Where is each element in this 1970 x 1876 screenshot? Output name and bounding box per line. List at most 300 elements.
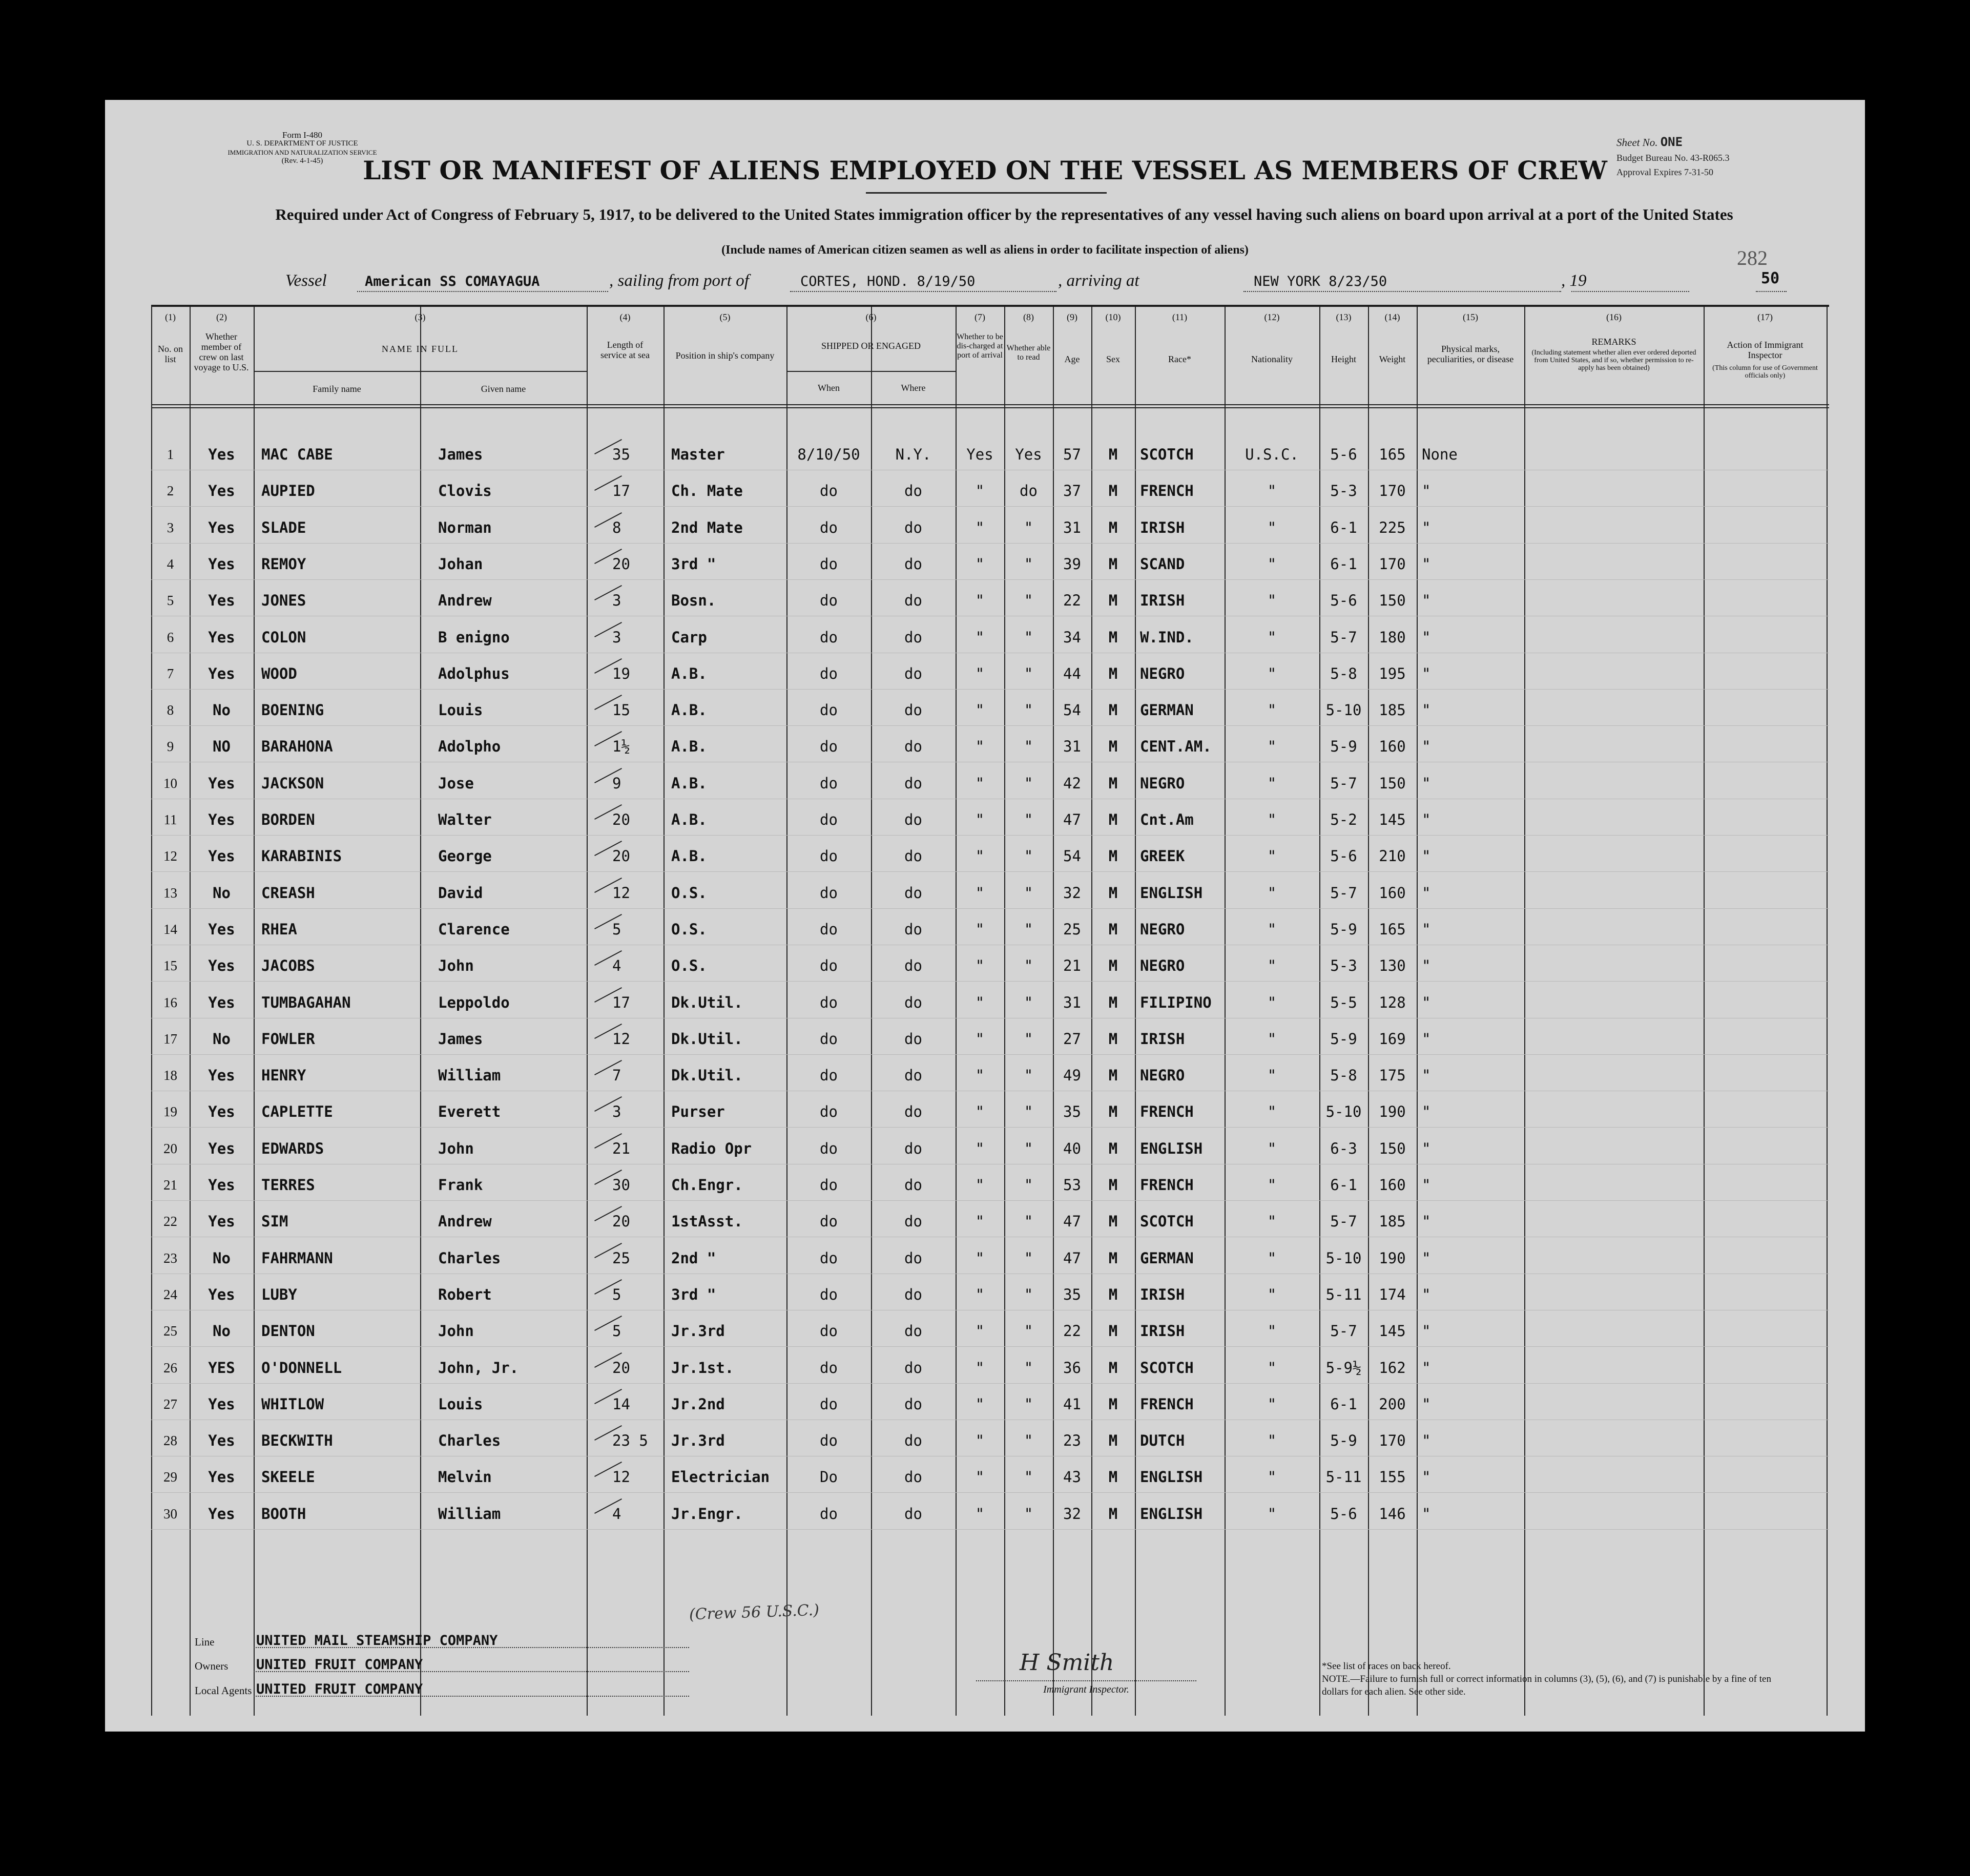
cell-race: IRISH [1140,592,1185,609]
cell-member: No [213,1030,231,1048]
cell-where: N.Y. [895,446,931,463]
cell-race: FRENCH [1140,1395,1194,1413]
cell-where: do [904,884,922,902]
cell-read: " [1024,665,1033,682]
cell-position: Carp [671,629,707,646]
cell-service: 35 [612,446,630,463]
cell-member: Yes [208,1067,235,1084]
cell-discharged: " [975,1505,985,1523]
col-num: (1) [165,312,176,322]
cell-given: Clarence [438,921,510,938]
cell-nationality: " [1267,1103,1277,1120]
cell-position: A.B. [671,665,707,682]
cell-height: 5-6 [1330,847,1357,865]
cell-when: do [820,957,838,974]
cell-service: 7 [612,1067,621,1084]
cell-given: Robert [438,1286,492,1303]
cell-member: Yes [208,957,235,974]
cell-no: 10 [163,776,177,791]
page-number: 282 [1737,246,1768,269]
cell-marks: " [1422,1176,1431,1194]
table-row [151,847,1829,865]
cell-given: Adolpho [438,738,501,755]
cell-nationality: " [1267,1176,1277,1194]
cell-sex: M [1108,1395,1118,1413]
cell-where: do [904,738,922,755]
cell-family: SLADE [261,519,306,536]
cell-member: No [213,884,231,902]
cell-no: 8 [167,702,174,718]
table-row [151,1431,1829,1450]
cell-weight: 155 [1379,1468,1406,1486]
cell-marks: " [1422,1505,1431,1523]
cell-race: CENT.AM. [1140,738,1212,755]
sailing-from: CORTES, HOND. 8/19/50 [800,274,976,289]
cell-given: Charles [438,1432,501,1449]
row-rule [151,1346,1829,1347]
cell-marks: " [1422,629,1431,646]
cell-given: Norman [438,519,492,536]
table-row [151,1066,1829,1085]
cell-member: Yes [208,994,235,1011]
cell-race: FILIPINO [1140,994,1212,1011]
cell-read: " [1024,1176,1033,1194]
cell-no: 12 [163,848,177,864]
cell-read: " [1024,1468,1033,1486]
col-family-name: Family name [313,384,361,394]
cell-discharged: " [975,1432,985,1449]
cell-where: do [904,519,922,536]
col-weight: Weight [1379,354,1406,364]
cell-family: CREASH [261,884,315,902]
cell-race: SCOTCH [1140,1359,1194,1377]
cell-race: IRISH [1140,519,1185,536]
table-row [151,1322,1829,1340]
cell-no: 18 [163,1068,177,1083]
revision: (Rev. 4-1-45) [281,157,323,165]
cell-height: 5-7 [1330,1322,1357,1340]
table-row [151,774,1829,793]
cell-nationality: " [1267,994,1277,1011]
cell-race: IRISH [1140,1030,1185,1048]
cell-service: 4 [612,957,621,974]
cell-no: 7 [167,666,174,681]
cell-nationality: " [1267,921,1277,938]
inspector-label: Immigrant Inspector. [1043,1684,1129,1695]
cell-race: FRENCH [1140,482,1194,499]
cell-no: 24 [163,1287,177,1302]
cell-age: 31 [1063,994,1081,1011]
cell-where: do [904,1468,922,1486]
cell-age: 41 [1063,1395,1081,1413]
col-num: (17) [1757,312,1773,322]
cell-read: " [1024,1505,1033,1523]
cell-weight: 130 [1379,957,1406,974]
cell-sex: M [1108,701,1118,719]
cell-age: 57 [1063,446,1081,463]
cell-no: 2 [167,483,174,498]
cell-member: Yes [208,446,235,463]
cell-race: GERMAN [1140,1249,1194,1267]
cell-member: Yes [208,847,235,865]
cell-given: William [438,1067,501,1084]
cell-where: do [904,482,922,499]
cell-position: 3rd " [671,1286,716,1303]
cell-height: 6-3 [1330,1140,1357,1157]
col-num: (14) [1384,312,1400,322]
cell-discharged: " [975,1030,985,1048]
col-num: (3) [414,312,426,322]
cell-family: RHEA [261,921,297,938]
owners-row [195,1657,423,1673]
cell-family: REMOY [261,555,306,573]
owners-label: Owners [195,1660,229,1672]
cell-no: 15 [163,958,177,973]
cell-service: 25 [612,1249,630,1267]
cell-member: No [213,1249,231,1267]
cell-height: 5-10 [1325,1249,1362,1267]
include-note: (Include names of American citizen seamen as well as aliens in order to facilitate inspection of aliens) [721,243,1249,257]
cell-service: 30 [612,1176,630,1194]
cell-race: W.IND. [1140,629,1194,646]
cell-race: SCOTCH [1140,446,1194,463]
cell-family: HENRY [261,1067,306,1084]
table-row [151,1505,1829,1523]
cell-when: do [820,519,838,536]
cell-when: do [820,1103,838,1120]
row-rule [151,725,1829,726]
cell-nationality: " [1267,592,1277,609]
cell-discharged: " [975,884,985,902]
col-num: (6) [865,312,877,322]
cell-where: do [904,1030,922,1048]
cell-read: " [1024,1067,1033,1084]
cell-read: " [1024,555,1033,573]
cell-race: FRENCH [1140,1103,1194,1120]
col-num: (12) [1264,312,1280,322]
cell-no: 1 [167,447,174,462]
cell-given: Andrew [438,1213,492,1230]
cell-no: 27 [163,1396,177,1412]
cell-age: 37 [1063,482,1081,499]
cell-marks: " [1422,994,1431,1011]
cell-sex: M [1108,446,1118,463]
cell-given: Charles [438,1249,501,1267]
col-length-service: Length of service at sea [600,340,650,360]
cell-family: BECKWITH [261,1432,333,1449]
cell-service: 5 [612,1322,621,1340]
cell-service: 3 [612,1103,621,1120]
cell-marks: " [1422,519,1431,536]
cell-sex: M [1108,665,1118,682]
cell-position: Jr.Engr. [671,1505,743,1523]
cell-height: 6-1 [1330,1395,1357,1413]
cell-discharged: " [975,1249,985,1267]
cell-height: 5-9 [1330,738,1357,755]
cell-where: do [904,1249,922,1267]
table-row [151,1285,1829,1304]
col-where: Where [901,383,926,393]
cell-service: 5 [612,1286,621,1303]
cell-age: 40 [1063,1140,1081,1157]
row-rule [151,835,1829,836]
cell-where: do [904,1067,922,1084]
cell-sex: M [1108,592,1118,609]
cell-family: AUPIED [261,482,315,499]
cell-where: do [904,1103,922,1120]
cell-height: 5-8 [1330,1067,1357,1084]
cell-position: Master [671,446,725,463]
cell-weight: 145 [1379,811,1406,828]
cell-nationality: " [1267,1249,1277,1267]
table-row [151,664,1829,683]
col-discharged: Whether to be dis-charged at port of arrival [957,332,1003,360]
cell-read: " [1024,1322,1033,1340]
cell-discharged: " [975,775,985,792]
cell-discharged: " [975,1322,985,1340]
sheet-value: ONE [1660,135,1683,149]
col-no-on-list: No. on list [158,344,183,364]
cell-weight: 165 [1379,921,1406,938]
cell-nationality: " [1267,701,1277,719]
cell-member: Yes [208,1432,235,1449]
cell-family: FOWLER [261,1030,315,1048]
cell-sex: M [1108,1468,1118,1486]
cell-weight: 174 [1379,1286,1406,1303]
cell-when: do [820,1249,838,1267]
cell-when: do [820,629,838,646]
cell-position: 2nd " [671,1249,716,1267]
cell-race: ENGLISH [1140,1140,1203,1157]
cell-race: GERMAN [1140,701,1194,719]
cell-sex: M [1108,1140,1118,1157]
cell-position: Electrician [671,1468,770,1486]
fine-note: NOTE.—Failure to furnish full or correct information in columns (3), (5), (6), and (7) is punishable by a fine of ten dollars for each alien. See other side. [1322,1674,1771,1697]
row-rule [151,1529,1829,1530]
cell-no: 3 [167,520,174,535]
cell-given: William [438,1505,501,1523]
agents-row [195,1681,423,1697]
cell-height: 5-6 [1330,446,1357,463]
cell-position: Dk.Util. [671,1067,743,1084]
cell-service: 3 [612,629,621,646]
cell-height: 5-2 [1330,811,1357,828]
cell-given: Andrew [438,592,492,609]
cell-race: NEGRO [1140,1067,1185,1084]
col-action-note: (This column for use of Government officials only) [1712,364,1818,380]
cell-member: Yes [208,1103,235,1120]
cell-nationality: " [1267,1359,1277,1377]
cell-discharged: " [975,665,985,682]
cell-sex: M [1108,1030,1118,1048]
row-rule [151,506,1829,507]
table-row [151,518,1829,537]
cell-discharged: " [975,1395,985,1413]
cell-member: Yes [208,592,235,609]
cell-nationality: " [1267,957,1277,974]
col-num: (9) [1067,312,1077,322]
cell-race: FRENCH [1140,1176,1194,1194]
cell-age: 32 [1063,1505,1081,1523]
cell-height: 5-10 [1325,701,1362,719]
col-name-in-full: NAME IN FULL [382,344,459,354]
cell-when: do [820,811,838,828]
table-row [151,956,1829,975]
cell-member: Yes [208,921,235,938]
table-row [151,1249,1829,1267]
cell-age: 31 [1063,519,1081,536]
cell-sex: M [1108,738,1118,755]
cell-weight: 150 [1379,592,1406,609]
cell-position: O.S. [671,957,707,974]
cell-where: do [904,1395,922,1413]
cell-read: " [1024,1395,1033,1413]
sheet-label: Sheet No. [1616,136,1658,149]
cell-weight: 185 [1379,1213,1406,1230]
cell-discharged: " [975,629,985,646]
col-when: When [818,383,840,393]
cell-family: WHITLOW [261,1395,324,1413]
cell-read: " [1024,592,1033,609]
cell-no: 14 [163,922,177,937]
cell-sex: M [1108,629,1118,646]
table-row [151,1030,1829,1048]
cell-family: KARABINIS [261,847,342,865]
col-num: (4) [619,312,631,322]
cell-when: do [820,1322,838,1340]
cell-weight: 162 [1379,1359,1406,1377]
cell-member: Yes [208,811,235,828]
cell-marks: " [1422,738,1431,755]
row-rule [151,981,1829,982]
cell-where: do [904,629,922,646]
row-rule [151,689,1829,690]
cell-when: do [820,738,838,755]
cell-member: No [213,1322,231,1340]
cell-position: Purser [671,1103,725,1120]
cell-race: NEGRO [1140,775,1185,792]
cell-family: TERRES [261,1176,315,1194]
cell-member: Yes [208,1395,235,1413]
cell-position: O.S. [671,921,707,938]
crew-annotation: (Crew 56 U.S.C.) [689,1601,820,1624]
cell-weight: 170 [1379,1432,1406,1449]
cell-race: IRISH [1140,1286,1185,1303]
col-num: (2) [216,312,227,322]
cell-position: A.B. [671,811,707,828]
cell-when: do [820,994,838,1011]
vessel-line [285,269,1797,297]
cell-read: " [1024,1432,1033,1449]
row-rule [151,543,1829,544]
cell-position: A.B. [671,847,707,865]
year-prefix: , 19 [1561,272,1587,290]
cell-read: " [1024,1249,1033,1267]
cell-discharged: " [975,555,985,573]
cell-weight: 145 [1379,1322,1406,1340]
cell-read: " [1024,1103,1033,1120]
cell-race: NEGRO [1140,957,1185,974]
cell-nationality: " [1267,1432,1277,1449]
row-rule [151,1383,1829,1384]
cell-no: 17 [163,1031,177,1047]
cell-nationality: " [1267,738,1277,755]
cell-marks: " [1422,592,1431,609]
races-note: *See list of races on back hereof. [1322,1661,1451,1672]
cell-marks: " [1422,555,1431,573]
row-rule [151,1492,1829,1493]
cell-service: 14 [612,1395,630,1413]
cell-read: " [1024,1140,1033,1157]
cell-race: IRISH [1140,1322,1185,1340]
cell-read: " [1024,629,1033,646]
cell-weight: 170 [1379,482,1406,499]
cell-given: James [438,1030,483,1048]
cell-member: Yes [208,1213,235,1230]
cell-given: Clovis [438,482,492,499]
cell-sex: M [1108,921,1118,938]
cell-marks: " [1422,1249,1431,1267]
cell-discharged: " [975,811,985,828]
cell-discharged: " [975,592,985,609]
cell-member: YES [208,1359,235,1377]
cell-age: 39 [1063,555,1081,573]
cell-member: Yes [208,1468,235,1486]
line-label: Line [195,1636,215,1648]
cell-member: Yes [208,482,235,499]
table-row [151,628,1829,647]
cell-where: do [904,1359,922,1377]
col-remarks: REMARKS [1591,337,1636,347]
cell-member: Yes [208,519,235,536]
cell-read: " [1024,847,1033,865]
cell-sex: M [1108,1322,1118,1340]
cell-where: do [904,665,922,682]
col-num: (5) [719,312,731,322]
col-given-name: Given name [481,384,526,394]
cell-where: do [904,1140,922,1157]
cell-height: 5-7 [1330,629,1357,646]
col-num: (13) [1336,312,1352,322]
cell-where: do [904,811,922,828]
cell-service: 12 [612,1030,630,1048]
table-row [151,1102,1829,1121]
cell-discharged: " [975,519,985,536]
cell-position: Radio Opr [671,1140,752,1157]
cell-height: 5-3 [1330,482,1357,499]
table-row [151,993,1829,1012]
cell-age: 22 [1063,1322,1081,1340]
cell-discharged: " [975,1067,985,1084]
cell-member: NO [213,738,231,755]
cell-sex: M [1108,775,1118,792]
cell-no: 29 [163,1469,177,1485]
cell-read: " [1024,1359,1033,1377]
cell-given: B enigno [438,629,510,646]
cell-height: 5-7 [1330,1213,1357,1230]
cell-given: Jose [438,775,474,792]
col-num: (15) [1463,312,1478,322]
cell-given: James [438,446,483,463]
col-num: (7) [974,312,985,322]
col-num: (11) [1172,312,1188,322]
col-num: (16) [1606,312,1622,322]
cell-position: Jr.3rd [671,1432,725,1449]
cell-height: 6-1 [1330,555,1357,573]
cell-position: Dk.Util. [671,1030,743,1048]
cell-weight: 195 [1379,665,1406,682]
manifest-page [105,100,1865,1732]
